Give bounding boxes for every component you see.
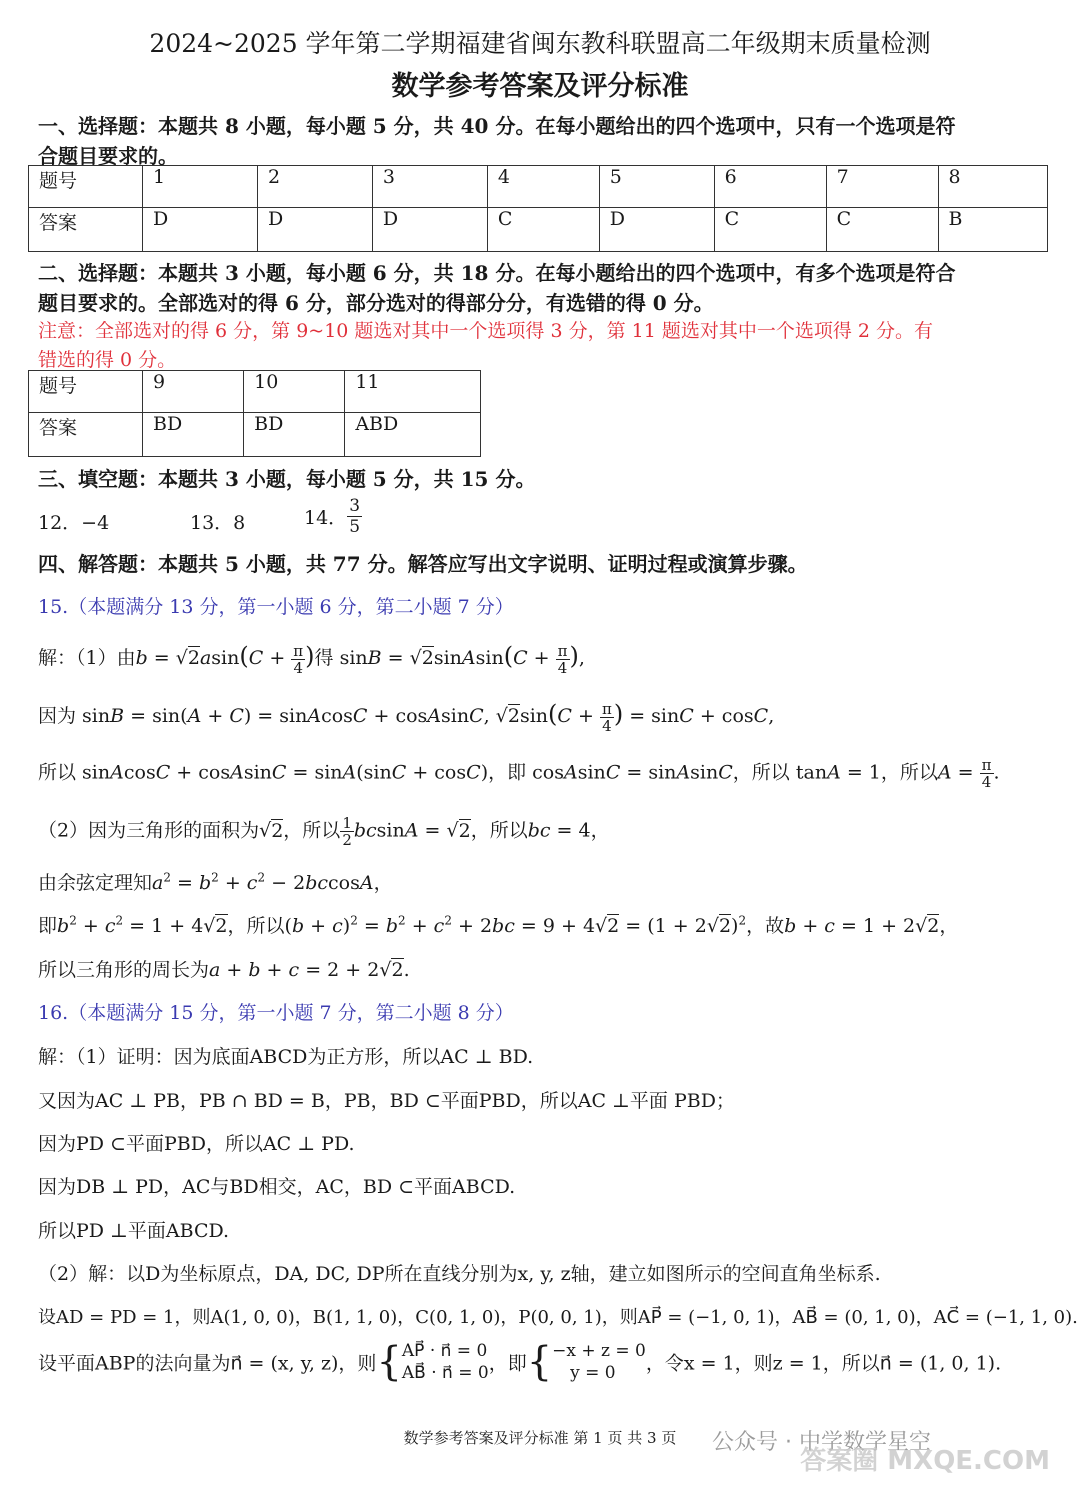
system-brace: {	[376, 1339, 402, 1385]
table-cell: 9	[143, 371, 244, 413]
table-cell: D	[372, 208, 487, 252]
section2-note-b: 错选的得 0 分。	[38, 349, 177, 371]
q16-line-4: 因为DB ⊥ PD，AC与BD相交，AC，BD ⊂平面ABCD.	[38, 1176, 516, 1198]
q16-text: ，令x = 1，则z = 1，所以n⃗ = (1, 0, 1).	[645, 1352, 1002, 1375]
q15-text: 得	[314, 647, 334, 669]
answer-q14-label: 14．	[304, 507, 348, 529]
section3-heading: 三、填空题：本题共 3 小题，每小题 5 分，共 15 分。	[38, 467, 536, 491]
q15-line-1: 解：（1）由b = √2asin(C + $\frac{\pi}{4}$ )得 sinB = √2sinAsin(C + $\frac{\pi}{4}$ ),	[38, 641, 585, 677]
table-row	[29, 413, 481, 457]
table-cell: 题号	[29, 371, 143, 413]
fraction-numerator: 3	[349, 496, 361, 516]
page-footer: 数学参考答案及评分标准 第 1 页 共 3 页	[403, 1429, 677, 1447]
q15-line-5: 由余弦定理知$a^2 = b^2 + c^2 - 2bccosA$，	[38, 870, 393, 894]
fraction: $\frac{1}{2}$	[342, 814, 352, 849]
fraction: $\frac{\pi}{4}$	[557, 641, 568, 677]
q15-line-3: 所以 sinAcosC + cosAsinC = sinA(sinC + cosC)，即 cosAsinC = sinAsinC，所以 tanA = 1，所以A = $\frac{\pi}{4}$ .	[38, 756, 1000, 791]
q16-line-2: 又因为AC ⊥ PB，PB ∩ BD = B，PB，BD ⊂平面PBD，所以AC ⊥平面 PBD；	[38, 1090, 735, 1112]
q16-line-3: 因为PD ⊂平面PBD，所以AC ⊥ PD.	[38, 1133, 355, 1155]
q15-text: ，所以	[227, 915, 285, 937]
table-cell: 1	[143, 166, 258, 208]
table-row	[29, 208, 1048, 252]
q16-line-6: （2）解：以D为坐标原点，DA, DC, DP所在直线分别为x, y, z轴，建立如图所示的空间直角坐标系.	[38, 1263, 881, 1285]
equation: −x + z = 0	[552, 1341, 646, 1361]
section2-answer-table	[28, 370, 481, 457]
section1-answer-table	[28, 165, 1048, 252]
answer-q13: 13．8	[190, 512, 246, 534]
table-cell: C	[826, 208, 938, 252]
table-cell: 5	[599, 166, 714, 208]
q15-text: 解：（1）由	[38, 647, 136, 669]
section4-heading: 四、解答题：本题共 5 小题，共 77 分。解答应写出文字说明、证明过程或演算步骤。	[38, 552, 808, 576]
table-cell: BD	[244, 413, 345, 457]
answer-q14	[304, 496, 362, 537]
table-cell: B	[938, 208, 1047, 252]
q15-text: ，即	[488, 761, 527, 784]
fraction: $\frac{\pi}{4}$	[601, 699, 612, 735]
q15-line-2: 因为 sinB = sin(A + C) = sinAcosC + cosAsinC, √2sin(C + $\frac{\pi}{4}$ ) = sinC + cosC,	[38, 699, 775, 735]
table-cell: 10	[244, 371, 345, 413]
q15-text: 即	[38, 915, 58, 937]
q15-line-6: 即$b^2 + c^2 = 1 + 4√2$，所以$(b + c)^2 = b^2 + c^2 + 2bc = 9 + 4√2 = (1 + 2√2)^2$，故b + c = 1 + 2√2，	[38, 913, 959, 937]
q15-title: 15.（本题满分 13 分，第一小题 6 分，第二小题 7 分）	[38, 596, 514, 618]
table-cell: D	[257, 208, 372, 252]
system-brace: {	[526, 1339, 553, 1385]
fraction: $\frac{\pi}{4}$	[981, 756, 992, 791]
q15-line-7: 所以三角形的周长为a + b + c = 2 + 2√2.	[38, 959, 410, 981]
q15-text: 由余弦定理知	[38, 872, 153, 894]
section2-heading-b: 题目要求的。全部选对的得 6 分，部分选对的得部分分，有选错的得 0 分。	[38, 291, 714, 315]
section1-heading-a: 一、选择题：本题共 8 小题，每小题 5 分，共 40 分。在每小题给出的四个选项中，只有一个选项是符	[38, 114, 956, 138]
fraction-denominator: 5	[349, 517, 361, 537]
table-cell: 7	[826, 166, 938, 208]
equation: AB⃗ · n⃗ = 0	[401, 1363, 489, 1383]
q16-line-1: 解：（1）证明：因为底面ABCD为正方形，所以AC ⊥ BD.	[38, 1046, 534, 1068]
q15-line-4: （2）因为三角形的面积为√2，所以 $\frac{1}{2}$ bcsinA = √2，所以bc = 4，	[38, 814, 610, 849]
table-cell: 答案	[29, 208, 143, 252]
table-cell: ABD	[345, 413, 481, 457]
q16-title: 16.（本题满分 15 分，第一小题 7 分，第二小题 8 分）	[38, 1002, 514, 1024]
fraction: $\frac{\pi}{4}$	[293, 641, 304, 677]
watermark-site: 答案圈 MXQE.COM	[800, 1446, 1050, 1476]
q15-text: ，所以	[470, 819, 528, 842]
table-cell: D	[143, 208, 258, 252]
q15-text: ，所以	[283, 819, 341, 842]
table-cell: C	[487, 208, 599, 252]
q15-text: 因为	[38, 705, 77, 727]
table-cell: 6	[714, 166, 826, 208]
equation: y = 0	[570, 1363, 616, 1383]
watermark-account: 公众号 · 中学数学星空	[712, 1430, 931, 1455]
table-cell: 答案	[29, 413, 143, 457]
section1-heading-b: 合题目要求的。	[38, 144, 178, 168]
table-cell: 3	[372, 166, 487, 208]
table-cell: C	[714, 208, 826, 252]
equation-system-1	[402, 1340, 489, 1384]
answer-q14-fraction	[347, 496, 362, 537]
q15-text: ，所以	[880, 761, 938, 784]
q16-text: 设平面ABP的法向量为n⃗ = (x, y, z)，则	[38, 1352, 377, 1375]
answer-q12: 12．−4	[38, 512, 110, 534]
q15-text: ，故	[746, 915, 785, 937]
q16-text: ，即	[488, 1352, 527, 1375]
section2-heading-a: 二、选择题：本题共 3 小题，每小题 6 分，共 18 分。在每小题给出的四个选项中，有多个选项是符合	[38, 261, 956, 285]
document-title: 2024~2025 学年第二学期福建省闽东教科联盟高二年级期末质量检测	[149, 29, 931, 58]
table-row	[29, 166, 1048, 208]
table-row	[29, 371, 481, 413]
table-cell: 题号	[29, 166, 143, 208]
equation: AP⃗ · n⃗ = 0	[401, 1341, 488, 1361]
q16-line-8	[38, 1340, 1001, 1384]
table-cell: 4	[487, 166, 599, 208]
q15-text: 所以	[38, 761, 77, 784]
equation-system-2	[552, 1340, 646, 1384]
q15-text: 所以三角形的周长为	[38, 959, 210, 981]
table-cell: 2	[257, 166, 372, 208]
q15-text: ，所以	[732, 761, 790, 784]
q16-line-5: 所以PD ⊥平面ABCD.	[38, 1220, 230, 1242]
section2-note-a: 注意：全部选对的得 6 分，第 9~10 题选对其中一个选项得 3 分，第 11 题选对其中一个选项得 2 分。有	[38, 320, 934, 342]
document-subtitle: 数学参考答案及评分标准	[391, 71, 689, 102]
table-cell: 11	[345, 371, 481, 413]
table-cell: 8	[938, 166, 1047, 208]
q16-line-7: 设AD = PD = 1，则A(1, 0, 0)，B(1, 1, 0)，C(0, 1, 0)，P(0, 0, 1)，则AP⃗ = (−1, 0, 1)，AB⃗ = (0, 1, 0)，AC⃗ = (−1, 1, 0).	[38, 1307, 1078, 1328]
table-cell: BD	[143, 413, 244, 457]
table-cell: D	[599, 208, 714, 252]
q15-text: （2）因为三角形的面积为	[38, 819, 260, 842]
